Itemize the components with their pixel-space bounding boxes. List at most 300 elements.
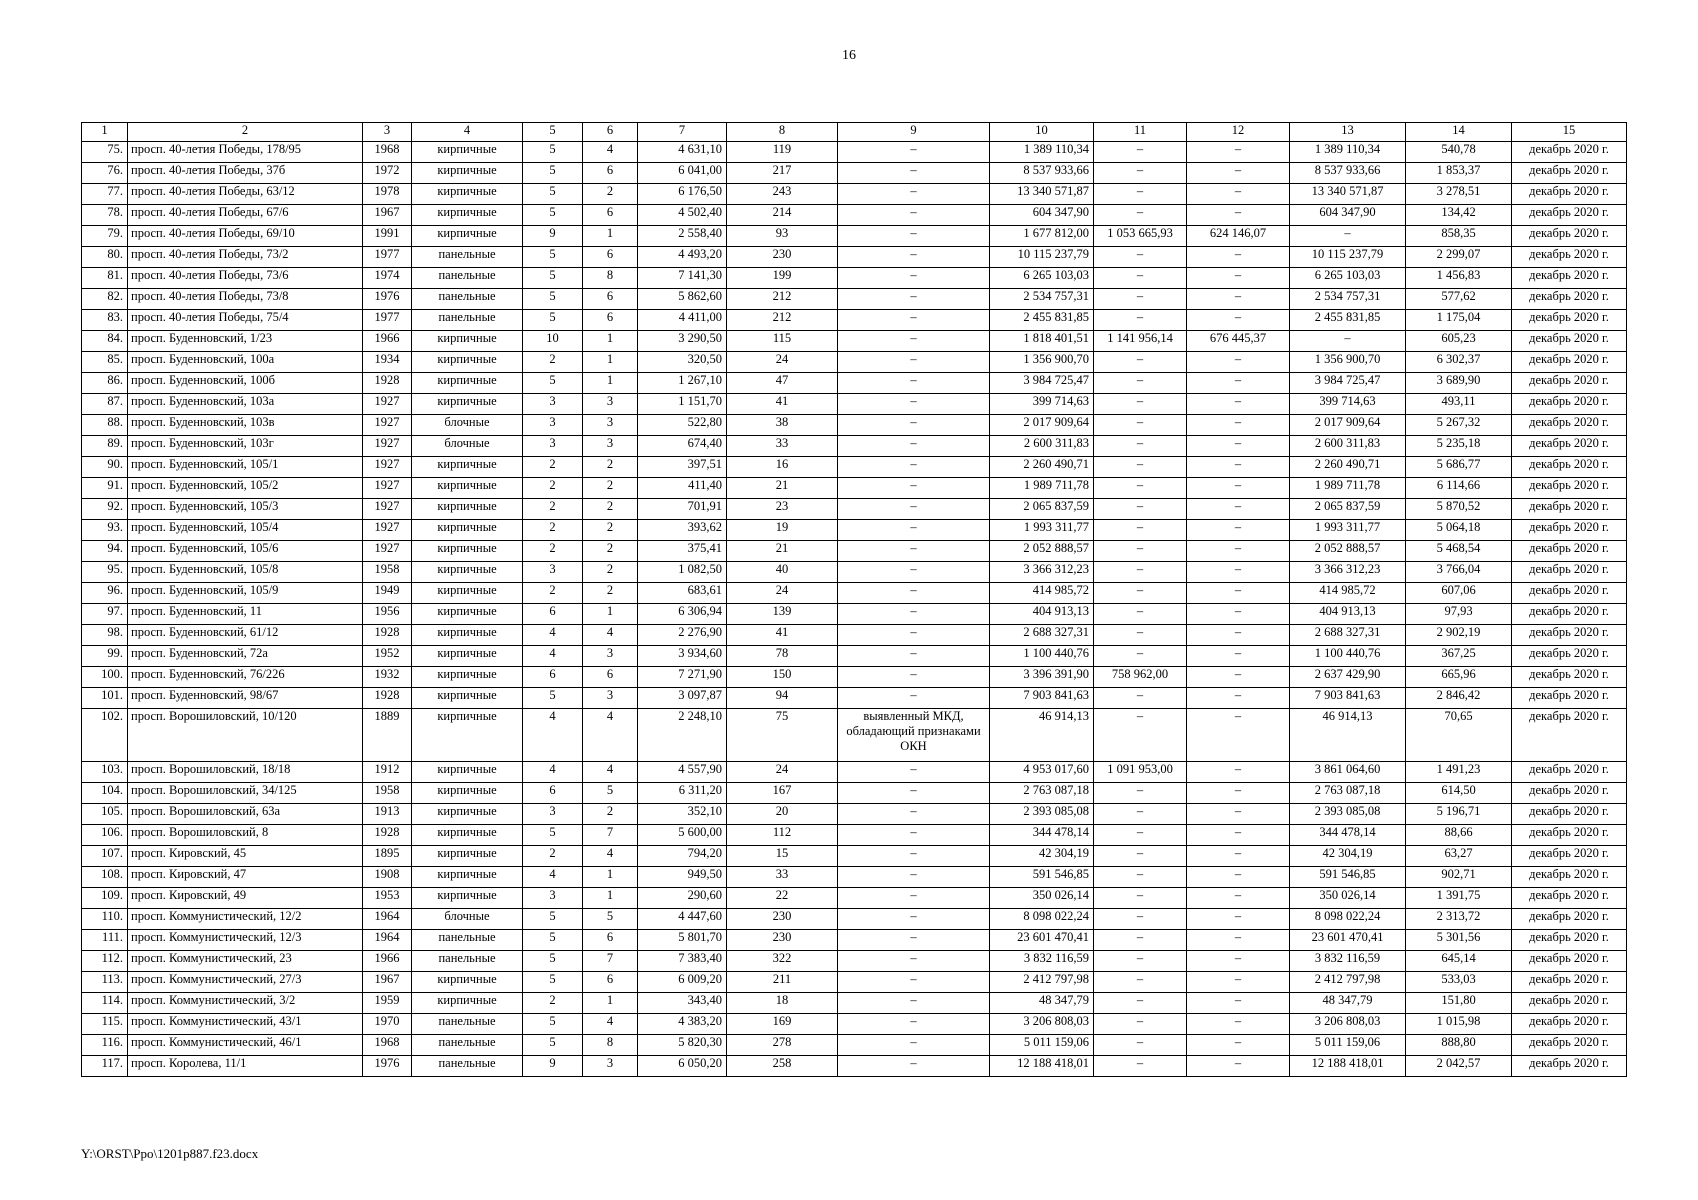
- cell-address: просп. Ворошиловский, 8: [128, 825, 363, 846]
- cell-deadline: декабрь 2020 г.: [1512, 562, 1627, 583]
- table-row: [82, 667, 1627, 688]
- cell-note: –: [838, 909, 990, 930]
- cell-entrances: 1: [583, 373, 638, 394]
- cell-cost-col-11: –: [1094, 562, 1187, 583]
- cell-cost-col-11: –: [1094, 930, 1187, 951]
- cell-note: –: [838, 951, 990, 972]
- cell-year-built: 1978: [363, 184, 412, 205]
- cell-entrances: 4: [583, 625, 638, 646]
- cell-entrances: 4: [583, 846, 638, 867]
- cell-area: 6 176,50: [638, 184, 727, 205]
- cell-residents: 24: [727, 583, 838, 604]
- cell-deadline: декабрь 2020 г.: [1512, 783, 1627, 804]
- cell-wall-material: кирпичные: [412, 667, 523, 688]
- cell-cost-per-sqm: 902,71: [1406, 867, 1512, 888]
- cell-note: –: [838, 625, 990, 646]
- cell-residents: 139: [727, 604, 838, 625]
- cell-cost-col-11: –: [1094, 783, 1187, 804]
- cell-total-cost: 10 115 237,79: [990, 247, 1094, 268]
- cell-wall-material: кирпичные: [412, 457, 523, 478]
- cell-residents: 150: [727, 667, 838, 688]
- cell-cost-col-13: 3 984 725,47: [1290, 373, 1406, 394]
- cell-entrances: 8: [583, 1035, 638, 1056]
- cell-floors: 2: [523, 583, 583, 604]
- cell-entrances: 2: [583, 804, 638, 825]
- cell-wall-material: блочные: [412, 436, 523, 457]
- cell-note: –: [838, 310, 990, 331]
- cell-note: –: [838, 247, 990, 268]
- cell-cost-col-13: 350 026,14: [1290, 888, 1406, 909]
- cell-deadline: декабрь 2020 г.: [1512, 583, 1627, 604]
- cell-cost-col-13: 2 637 429,90: [1290, 667, 1406, 688]
- cell-year-built: 1966: [363, 951, 412, 972]
- cell-residents: 33: [727, 436, 838, 457]
- cell-area: 6 041,00: [638, 163, 727, 184]
- cell-floors: 6: [523, 604, 583, 625]
- cell-entrances: 2: [583, 583, 638, 604]
- cell-year-built: 1927: [363, 457, 412, 478]
- cell-entrances: 4: [583, 142, 638, 163]
- cell-row-number: 115.: [82, 1014, 128, 1035]
- cell-cost-per-sqm: 1 015,98: [1406, 1014, 1512, 1035]
- cell-row-number: 84.: [82, 331, 128, 352]
- cell-cost-col-12: –: [1187, 1056, 1290, 1077]
- cell-cost-per-sqm: 151,80: [1406, 993, 1512, 1014]
- cell-note: –: [838, 646, 990, 667]
- cell-cost-col-12: –: [1187, 268, 1290, 289]
- cell-address: просп. Ворошиловский, 10/120: [128, 709, 363, 762]
- cell-year-built: 1913: [363, 804, 412, 825]
- cell-cost-col-13: 344 478,14: [1290, 825, 1406, 846]
- cell-address: просп. Буденновский, 61/12: [128, 625, 363, 646]
- cell-entrances: 8: [583, 268, 638, 289]
- cell-address: просп. Коммунистический, 12/3: [128, 930, 363, 951]
- cell-wall-material: панельные: [412, 1014, 523, 1035]
- cell-cost-col-13: –: [1290, 331, 1406, 352]
- cell-cost-col-12: –: [1187, 846, 1290, 867]
- cell-area: 2 276,90: [638, 625, 727, 646]
- cell-cost-per-sqm: 3 278,51: [1406, 184, 1512, 205]
- cell-cost-col-11: –: [1094, 1014, 1187, 1035]
- cell-residents: 258: [727, 1056, 838, 1077]
- cell-area: 4 493,20: [638, 247, 727, 268]
- cell-row-number: 93.: [82, 520, 128, 541]
- cell-row-number: 91.: [82, 478, 128, 499]
- table-row: [82, 562, 1627, 583]
- cell-entrances: 3: [583, 415, 638, 436]
- cell-year-built: 1928: [363, 825, 412, 846]
- cell-area: 6 050,20: [638, 1056, 727, 1077]
- cell-row-number: 109.: [82, 888, 128, 909]
- cell-residents: 20: [727, 804, 838, 825]
- cell-wall-material: кирпичные: [412, 888, 523, 909]
- cell-wall-material: кирпичные: [412, 804, 523, 825]
- table-row: [82, 436, 1627, 457]
- cell-cost-col-11: –: [1094, 972, 1187, 993]
- cell-area: 674,40: [638, 436, 727, 457]
- cell-cost-col-13: 404 913,13: [1290, 604, 1406, 625]
- cell-residents: 40: [727, 562, 838, 583]
- cell-wall-material: кирпичные: [412, 825, 523, 846]
- cell-row-number: 87.: [82, 394, 128, 415]
- cell-row-number: 77.: [82, 184, 128, 205]
- cell-address: просп. Буденновский, 98/67: [128, 688, 363, 709]
- cell-cost-col-11: –: [1094, 867, 1187, 888]
- cell-area: 5 820,30: [638, 1035, 727, 1056]
- cell-cost-col-12: –: [1187, 142, 1290, 163]
- cell-cost-per-sqm: 88,66: [1406, 825, 1512, 846]
- cell-year-built: 1964: [363, 930, 412, 951]
- cell-entrances: 3: [583, 436, 638, 457]
- cell-area: 7 271,90: [638, 667, 727, 688]
- cell-note: –: [838, 604, 990, 625]
- cell-area: 4 502,40: [638, 205, 727, 226]
- cell-deadline: декабрь 2020 г.: [1512, 142, 1627, 163]
- cell-total-cost: 2 393 085,08: [990, 804, 1094, 825]
- cell-deadline: декабрь 2020 г.: [1512, 1056, 1627, 1077]
- cell-area: 2 558,40: [638, 226, 727, 247]
- table-row: [82, 993, 1627, 1014]
- cell-total-cost: 2 017 909,64: [990, 415, 1094, 436]
- cell-floors: 6: [523, 783, 583, 804]
- header-cell-wall-material: 4: [412, 123, 523, 142]
- cell-deadline: декабрь 2020 г.: [1512, 394, 1627, 415]
- cell-residents: 78: [727, 646, 838, 667]
- header-cell-cost-per-sqm: 14: [1406, 123, 1512, 142]
- cell-residents: 119: [727, 142, 838, 163]
- cell-note: –: [838, 783, 990, 804]
- cell-note: –: [838, 184, 990, 205]
- cell-cost-col-11: –: [1094, 1035, 1187, 1056]
- cell-wall-material: панельные: [412, 268, 523, 289]
- cell-area: 3 097,87: [638, 688, 727, 709]
- cell-entrances: 4: [583, 709, 638, 762]
- cell-entrances: 1: [583, 352, 638, 373]
- table-row: [82, 625, 1627, 646]
- cell-total-cost: 399 714,63: [990, 394, 1094, 415]
- cell-address: просп. Кировский, 45: [128, 846, 363, 867]
- cell-cost-per-sqm: 665,96: [1406, 667, 1512, 688]
- cell-residents: 47: [727, 373, 838, 394]
- cell-address: просп. Буденновский, 105/8: [128, 562, 363, 583]
- cell-residents: 243: [727, 184, 838, 205]
- cell-note: –: [838, 520, 990, 541]
- cell-wall-material: панельные: [412, 289, 523, 310]
- cell-row-number: 94.: [82, 541, 128, 562]
- table-row: [82, 709, 1627, 762]
- cell-cost-col-13: 3 861 064,60: [1290, 762, 1406, 783]
- cell-total-cost: 350 026,14: [990, 888, 1094, 909]
- cell-wall-material: кирпичные: [412, 993, 523, 1014]
- cell-floors: 5: [523, 268, 583, 289]
- cell-total-cost: 13 340 571,87: [990, 184, 1094, 205]
- cell-cost-per-sqm: 134,42: [1406, 205, 1512, 226]
- cell-cost-col-12: –: [1187, 930, 1290, 951]
- cell-total-cost: 23 601 470,41: [990, 930, 1094, 951]
- cell-cost-col-11: –: [1094, 541, 1187, 562]
- header-cell-cost-col-13: 13: [1290, 123, 1406, 142]
- table-row: [82, 604, 1627, 625]
- cell-cost-col-11: –: [1094, 625, 1187, 646]
- cell-floors: 2: [523, 457, 583, 478]
- cell-cost-col-12: –: [1187, 373, 1290, 394]
- cell-year-built: 1927: [363, 478, 412, 499]
- cell-note: –: [838, 688, 990, 709]
- cell-wall-material: кирпичные: [412, 867, 523, 888]
- cell-floors: 5: [523, 951, 583, 972]
- cell-year-built: 1958: [363, 562, 412, 583]
- cell-deadline: декабрь 2020 г.: [1512, 310, 1627, 331]
- cell-cost-col-11: –: [1094, 268, 1187, 289]
- cell-cost-per-sqm: 5 064,18: [1406, 520, 1512, 541]
- cell-year-built: 1949: [363, 583, 412, 604]
- cell-cost-col-12: –: [1187, 604, 1290, 625]
- cell-wall-material: кирпичные: [412, 646, 523, 667]
- cell-note: –: [838, 930, 990, 951]
- cell-address: просп. Буденновский, 76/226: [128, 667, 363, 688]
- cell-wall-material: панельные: [412, 930, 523, 951]
- cell-deadline: декабрь 2020 г.: [1512, 804, 1627, 825]
- cell-note: –: [838, 415, 990, 436]
- cell-total-cost: 2 534 757,31: [990, 289, 1094, 310]
- cell-residents: 75: [727, 709, 838, 762]
- cell-floors: 2: [523, 846, 583, 867]
- page-number: 16: [842, 48, 856, 63]
- cell-year-built: 1952: [363, 646, 412, 667]
- cell-cost-per-sqm: 63,27: [1406, 846, 1512, 867]
- cell-residents: 212: [727, 310, 838, 331]
- cell-area: 4 557,90: [638, 762, 727, 783]
- table-row: [82, 867, 1627, 888]
- cell-address: просп. Буденновский, 105/2: [128, 478, 363, 499]
- cell-entrances: 4: [583, 762, 638, 783]
- cell-entrances: 2: [583, 478, 638, 499]
- table-row: [82, 352, 1627, 373]
- cell-wall-material: кирпичные: [412, 583, 523, 604]
- cell-wall-material: панельные: [412, 1035, 523, 1056]
- cell-total-cost: 3 832 116,59: [990, 951, 1094, 972]
- cell-cost-col-11: –: [1094, 142, 1187, 163]
- cell-cost-col-13: 2 393 085,08: [1290, 804, 1406, 825]
- cell-entrances: 2: [583, 499, 638, 520]
- cell-area: 1 267,10: [638, 373, 727, 394]
- cell-cost-per-sqm: 3 766,04: [1406, 562, 1512, 583]
- cell-area: 7 141,30: [638, 268, 727, 289]
- cell-cost-per-sqm: 607,06: [1406, 583, 1512, 604]
- table-row: [82, 541, 1627, 562]
- cell-residents: 167: [727, 783, 838, 804]
- cell-wall-material: кирпичные: [412, 478, 523, 499]
- cell-wall-material: кирпичные: [412, 205, 523, 226]
- cell-note: –: [838, 331, 990, 352]
- cell-cost-col-13: 2 600 311,83: [1290, 436, 1406, 457]
- cell-floors: 5: [523, 1035, 583, 1056]
- cell-cost-col-11: –: [1094, 394, 1187, 415]
- cell-cost-col-12: –: [1187, 993, 1290, 1014]
- cell-total-cost: 2 260 490,71: [990, 457, 1094, 478]
- cell-entrances: 6: [583, 930, 638, 951]
- cell-cost-col-13: –: [1290, 226, 1406, 247]
- cell-deadline: декабрь 2020 г.: [1512, 646, 1627, 667]
- cell-address: просп. Буденновский, 103в: [128, 415, 363, 436]
- cell-cost-col-13: 2 455 831,85: [1290, 310, 1406, 331]
- cell-year-built: 1966: [363, 331, 412, 352]
- cell-total-cost: 46 914,13: [990, 709, 1094, 762]
- cell-area: 5 801,70: [638, 930, 727, 951]
- cell-cost-col-12: –: [1187, 457, 1290, 478]
- cell-cost-col-12: –: [1187, 688, 1290, 709]
- cell-year-built: 1970: [363, 1014, 412, 1035]
- cell-total-cost: 1 818 401,51: [990, 331, 1094, 352]
- cell-cost-col-11: –: [1094, 888, 1187, 909]
- cell-cost-col-12: –: [1187, 667, 1290, 688]
- cell-residents: 217: [727, 163, 838, 184]
- cell-cost-col-11: –: [1094, 352, 1187, 373]
- cell-address: просп. 40-летия Победы, 69/10: [128, 226, 363, 247]
- cell-cost-col-13: 2 688 327,31: [1290, 625, 1406, 646]
- cell-area: 1 151,70: [638, 394, 727, 415]
- cell-row-number: 106.: [82, 825, 128, 846]
- cell-residents: 41: [727, 625, 838, 646]
- cell-entrances: 3: [583, 646, 638, 667]
- cell-address: просп. Буденновский, 105/9: [128, 583, 363, 604]
- cell-note: –: [838, 394, 990, 415]
- cell-floors: 5: [523, 163, 583, 184]
- cell-note: –: [838, 1056, 990, 1077]
- cell-area: 6 311,20: [638, 783, 727, 804]
- cell-total-cost: 6 265 103,03: [990, 268, 1094, 289]
- cell-cost-col-11: –: [1094, 478, 1187, 499]
- cell-address: просп. 40-летия Победы, 75/4: [128, 310, 363, 331]
- cell-cost-col-12: –: [1187, 951, 1290, 972]
- cell-area: 2 248,10: [638, 709, 727, 762]
- cell-cost-col-13: 1 989 711,78: [1290, 478, 1406, 499]
- cell-year-built: 1895: [363, 846, 412, 867]
- cell-residents: 93: [727, 226, 838, 247]
- cell-address: просп. Буденновский, 105/4: [128, 520, 363, 541]
- cell-row-number: 88.: [82, 415, 128, 436]
- cell-wall-material: кирпичные: [412, 373, 523, 394]
- cell-area: 5 862,60: [638, 289, 727, 310]
- cell-year-built: 1927: [363, 394, 412, 415]
- cell-area: 4 447,60: [638, 909, 727, 930]
- cell-floors: 2: [523, 478, 583, 499]
- table-row: [82, 310, 1627, 331]
- cell-row-number: 99.: [82, 646, 128, 667]
- cell-entrances: 6: [583, 247, 638, 268]
- table-row: [82, 825, 1627, 846]
- cell-cost-col-13: 2 017 909,64: [1290, 415, 1406, 436]
- cell-floors: 5: [523, 825, 583, 846]
- cell-cost-per-sqm: 2 846,42: [1406, 688, 1512, 709]
- cell-cost-per-sqm: 2 313,72: [1406, 909, 1512, 930]
- cell-cost-per-sqm: 5 301,56: [1406, 930, 1512, 951]
- cell-deadline: декабрь 2020 г.: [1512, 1014, 1627, 1035]
- cell-deadline: декабрь 2020 г.: [1512, 993, 1627, 1014]
- cell-row-number: 81.: [82, 268, 128, 289]
- data-table: [81, 122, 1626, 1077]
- cell-cost-per-sqm: 1 175,04: [1406, 310, 1512, 331]
- cell-wall-material: панельные: [412, 310, 523, 331]
- cell-wall-material: кирпичные: [412, 331, 523, 352]
- cell-wall-material: кирпичные: [412, 562, 523, 583]
- header-cell-total-cost: 10: [990, 123, 1094, 142]
- cell-residents: 24: [727, 352, 838, 373]
- cell-cost-col-12: –: [1187, 562, 1290, 583]
- cell-address: просп. Ворошиловский, 63а: [128, 804, 363, 825]
- cell-note: –: [838, 1035, 990, 1056]
- cell-cost-per-sqm: 645,14: [1406, 951, 1512, 972]
- cell-year-built: 1968: [363, 142, 412, 163]
- cell-entrances: 1: [583, 331, 638, 352]
- cell-cost-col-11: –: [1094, 846, 1187, 867]
- cell-row-number: 117.: [82, 1056, 128, 1077]
- cell-cost-col-13: 12 188 418,01: [1290, 1056, 1406, 1077]
- cell-note: –: [838, 972, 990, 993]
- cell-cost-col-12: –: [1187, 867, 1290, 888]
- cell-cost-col-13: 1 100 440,76: [1290, 646, 1406, 667]
- cell-cost-col-13: 414 985,72: [1290, 583, 1406, 604]
- cell-cost-per-sqm: 5 267,32: [1406, 415, 1512, 436]
- cell-entrances: 5: [583, 783, 638, 804]
- cell-cost-col-13: 8 098 022,24: [1290, 909, 1406, 930]
- cell-year-built: 1953: [363, 888, 412, 909]
- cell-area: 375,41: [638, 541, 727, 562]
- cell-residents: 230: [727, 930, 838, 951]
- cell-wall-material: блочные: [412, 909, 523, 930]
- cell-row-number: 100.: [82, 667, 128, 688]
- cell-total-cost: 1 356 900,70: [990, 352, 1094, 373]
- cell-cost-col-12: –: [1187, 415, 1290, 436]
- cell-residents: 278: [727, 1035, 838, 1056]
- cell-floors: 5: [523, 373, 583, 394]
- cell-residents: 16: [727, 457, 838, 478]
- cell-cost-col-13: 2 052 888,57: [1290, 541, 1406, 562]
- cell-area: 683,61: [638, 583, 727, 604]
- cell-year-built: 1928: [363, 688, 412, 709]
- cell-cost-col-13: 13 340 571,87: [1290, 184, 1406, 205]
- cell-note: –: [838, 562, 990, 583]
- cell-row-number: 89.: [82, 436, 128, 457]
- cell-floors: 4: [523, 709, 583, 762]
- cell-cost-col-12: –: [1187, 310, 1290, 331]
- cell-deadline: декабрь 2020 г.: [1512, 951, 1627, 972]
- cell-residents: 199: [727, 268, 838, 289]
- cell-cost-col-12: –: [1187, 888, 1290, 909]
- cell-cost-col-11: –: [1094, 1056, 1187, 1077]
- cell-row-number: 101.: [82, 688, 128, 709]
- cell-floors: 5: [523, 688, 583, 709]
- cell-floors: 9: [523, 1056, 583, 1077]
- cell-cost-col-12: –: [1187, 972, 1290, 993]
- cell-entrances: 6: [583, 310, 638, 331]
- header-cell-row-number: 1: [82, 123, 128, 142]
- cell-row-number: 75.: [82, 142, 128, 163]
- cell-cost-col-11: –: [1094, 436, 1187, 457]
- cell-deadline: декабрь 2020 г.: [1512, 478, 1627, 499]
- cell-address: просп. Буденновский, 1/23: [128, 331, 363, 352]
- cell-address: просп. Кировский, 47: [128, 867, 363, 888]
- cell-wall-material: кирпичные: [412, 541, 523, 562]
- cell-row-number: 113.: [82, 972, 128, 993]
- table-row: [82, 457, 1627, 478]
- cell-row-number: 79.: [82, 226, 128, 247]
- table-row: [82, 930, 1627, 951]
- cell-residents: 24: [727, 762, 838, 783]
- cell-row-number: 112.: [82, 951, 128, 972]
- cell-cost-per-sqm: 888,80: [1406, 1035, 1512, 1056]
- cell-entrances: 6: [583, 205, 638, 226]
